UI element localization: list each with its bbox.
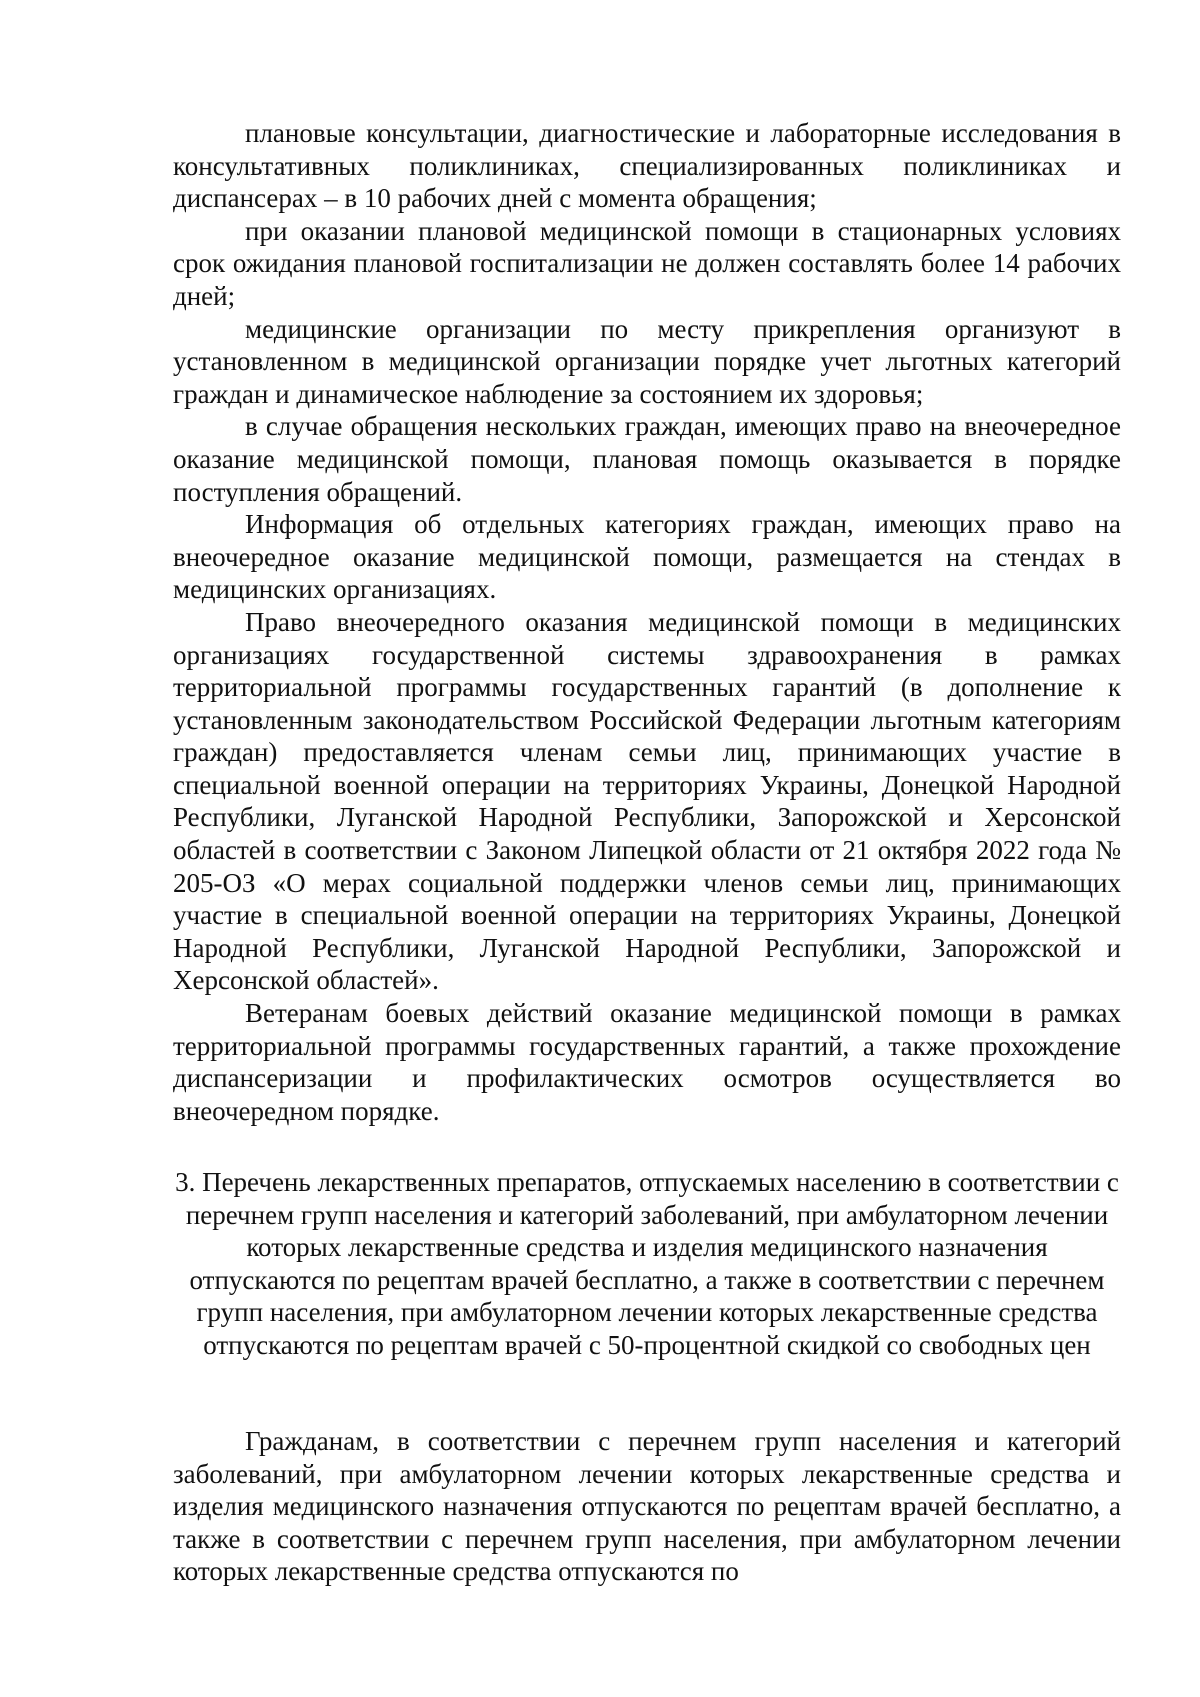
body-text-top [173,117,1121,1127]
body-text-bottom [173,1425,1121,1588]
paragraph-priority-right: Право внеочередного оказания медицинской помощи в медицинских организациях государственной системы здравоохранения в рамках территориальной программы государственных гарантий (в дополнение к установленным законодательством Российской Федерации льготным категориям граждан) предоставляется членам семьи лиц, принимающих участие в специальной военной операции на территориях Украины, Донецкой Народной Республики, Луганской Народной Республики, Запорожской и Херсонской областей в соответствии с Законом Липецкой области от 21 октября 2022 года № 205-ОЗ «О мерах социальной поддержки членов семьи лиц, принимающих участие в специальной военной операции на территориях Украины, Донецкой Народной Республики, Луганской Народной Республики, Запорожской и Херсонской областей». [173,606,1121,996]
paragraph-veterans: Ветеранам боевых действий оказание медицинской помощи в рамках территориальной программы государственных гарантий, а также прохождение диспансеризации и профилактических осмотров осуществляется во внеочередном порядке. [173,998,1121,1126]
paragraph-consultations: плановые консультации, диагностические и лабораторные исследования в консультативных поликлиниках, специализированных поликлиниках и диспансерах – в 10 рабочих дней с момента обращения; [173,118,1121,214]
paragraph-multiple-requests: в случае обращения нескольких граждан, имеющих право на внеочередное оказание медицинской помощи, плановая помощь оказывается в порядке поступления обращений. [173,411,1121,507]
paragraph-information: Информация об отдельных категориях граждан, имеющих право на внеочередное оказание медицинской помощи, размещается на стендах в медицинских организациях. [173,509,1121,605]
paragraph-citizens: Гражданам, в соответствии с перечнем групп населения и категорий заболеваний, при амбулаторном лечении которых лекарственные средства и изделия медицинского назначения отпускаются по рецептам врачей бесплатно, а также в соответствии с перечнем групп населения, при амбулаторном лечении которых лекарственные средства отпускаются по [173,1426,1121,1587]
section-heading-block [173,1166,1121,1362]
paragraph-hospitalization: при оказании плановой медицинской помощи в стационарных условиях срок ожидания плановой госпитализации не должен составлять более 14 рабочих дней; [173,215,1121,311]
section-heading: 3. Перечень лекарственных препаратов, отпускаемых населению в соответствии с перечнем групп населения и категорий заболеваний, при амбулаторном лечении которых лекарственные средства и изделия медицинского назначения отпускаются по рецептам врачей бесплатно, а также в соответствии с перечнем групп населения, при амбулаторном лечении которых лекарственные средства отпускаются по рецептам врачей с 50-процентной скидкой со свободных цен [175,1167,1119,1360]
paragraph-organizations: медицинские организации по месту прикрепления организуют в установленном в медицинской организации порядке учет льготных категорий граждан и динамическое наблюдение за состоянием их здоровья; [173,313,1121,409]
